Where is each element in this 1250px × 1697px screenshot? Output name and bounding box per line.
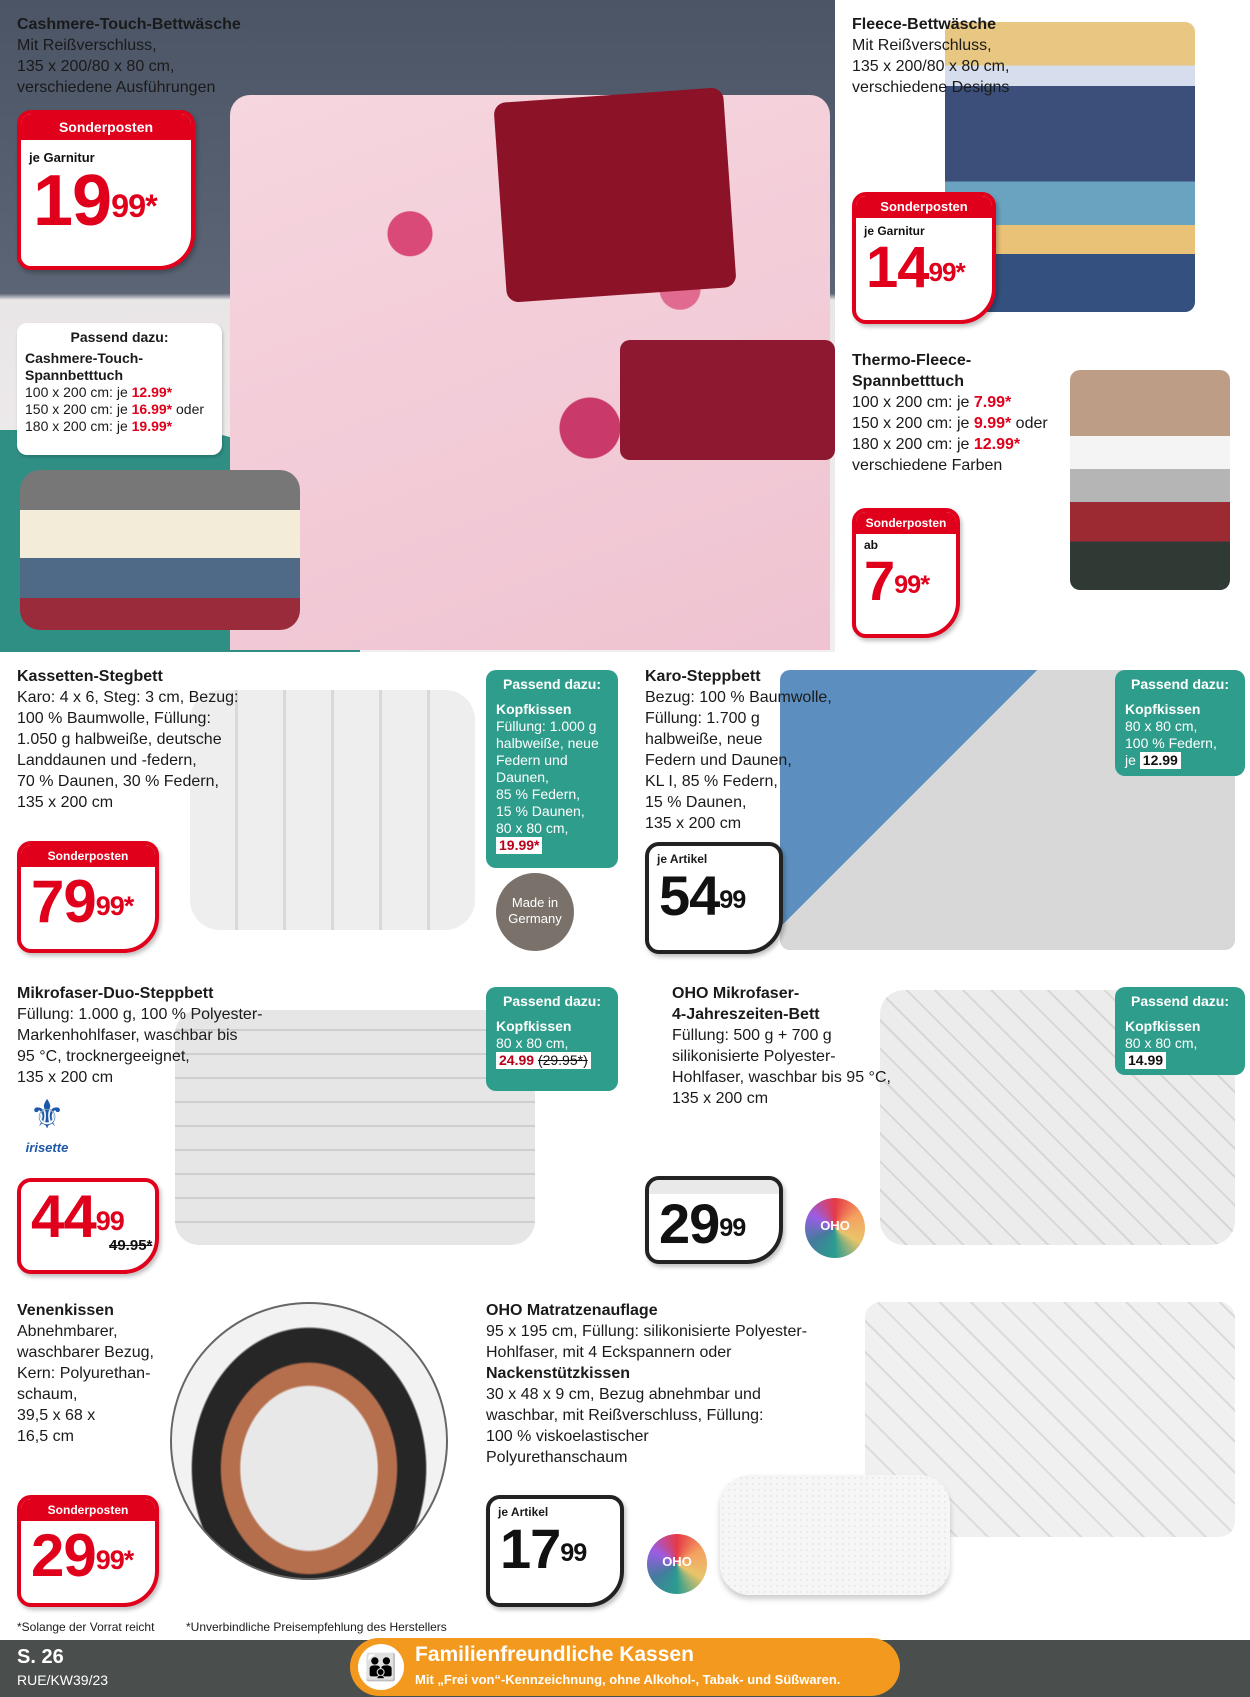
oho-bett-price-badge: $29^{99}$ [645, 1176, 783, 1264]
karo-price-badge: je Artikel $54^{99}$ [645, 842, 783, 954]
karo-desc: Bezug: 100 % Baumwolle, Füllung: 1.700 g halbweiße, neue Federn und Daunen, KL I, 85 % Federn, 15 % Daunen, 135 x 200 cm [645, 689, 832, 832]
venen-price-badge: Sonderposten $29^{99*}$ [17, 1495, 159, 1607]
note-preisempfehlung: *Unverbindliche Preisempfehlung des Herstellers [186, 1620, 447, 1634]
passend-kassetten-box: Passend dazu: Kopfkissen Füllung: 1.000 g halbweiße, neue Federn und Daunen, 85 % Federn, 15 % Daunen, 80 x 80 cm, 19.99* [486, 670, 618, 868]
karo-title: Karo-Steppbett [645, 668, 761, 685]
thermo-price-badge: Sonderposten ab $7^{99*}$ [852, 508, 960, 638]
venen-title: Venenkissen [17, 1302, 114, 1319]
passend-cashmere-box: Passend dazu: Cashmere-Touch- Spannbetttuch 100 x 200 cm: je 12.99* 150 x 200 cm: je 16.99* oder 180 x 200 cm: je 19.99* [17, 323, 222, 455]
fleece-price-badge: Sonderposten je Garnitur $14^{99*}$ [852, 192, 996, 324]
fleece-desc: Mit Reißverschluss, 135 x 200/80 x 80 cm, verschiedene Designs [852, 37, 1010, 96]
note-vorrat: *Solange der Vorrat reicht [17, 1620, 155, 1634]
oho-logo: OHO [805, 1198, 865, 1258]
thermo-desc: 100 x 200 cm: je 7.99* 150 x 200 cm: je 9.99* oder 180 x 200 cm: je 12.99* verschiedene Farben [852, 394, 1048, 474]
thermo-sheets-image [1070, 370, 1230, 590]
kassetten-price-badge: Sonderposten $79^{99*}$ [17, 841, 159, 953]
folded-sheets-image [20, 470, 300, 630]
oho-bett-title: OHO Mikrofaser- 4-Jahreszeiten-Bett [672, 985, 820, 1023]
matratze-desc: 95 x 195 cm, Füllung: silikonisierte Polyester- Hohlfaser, mit 4 Eckspannern oder Nackenstützkissen 30 x 48 x 9 cm, Bezug abnehmbar und waschbar, mit Reißverschluss, Füllung: 100 % viskoelastischer Polyurethanschaum [486, 1323, 808, 1466]
kassetten-title: Kassetten-Stegbett [17, 668, 163, 685]
duo-desc: Füllung: 1.000 g, 100 % Polyester- Markenhohlfaser, waschbar bis 95 °C, trocknergeeignet, 135 x 200 cm [17, 1006, 263, 1086]
duo-title: Mikrofaser-Duo-Steppbett [17, 985, 214, 1002]
matratze-price-badge: je Artikel $17^{99}$ [486, 1495, 624, 1607]
red-blanket-image [620, 340, 835, 460]
family-icon: 👪 [358, 1644, 404, 1690]
red-pillow-image [493, 87, 736, 303]
kassetten-desc: Karo: 4 x 6, Steg: 3 cm, Bezug: 100 % Baumwolle, Füllung: 1.050 g halbweiße, deutsche Landdaunen und -federn, 70 % Daunen, 30 % Federn, 135 x 200 cm [17, 689, 239, 811]
matratze-title: OHO Matratzenauflage [486, 1302, 658, 1319]
oho-logo-matratze: OHO [647, 1534, 707, 1594]
banner-sub: Mit „Frei von“-Kennzeichnung, ohne Alkohol-, Tabak- und Süßwaren. [415, 1672, 841, 1687]
edition-code: RUE/KW39/23 [17, 1672, 109, 1688]
family-checkout-banner [350, 1638, 900, 1696]
oho-bett-desc: Füllung: 500 g + 700 g silikonisierte Polyester- Hohlfaser, waschbar bis 95 °C, 135 x 200 cm [672, 1027, 891, 1107]
passend-oho-box: Passend dazu: Kopfkissen 80 x 80 cm, 14.99 [1115, 987, 1245, 1075]
irisette-logo: ⚜ irisette [25, 1093, 69, 1155]
fleece-title: Fleece-Bettwäsche [852, 16, 997, 33]
thermo-title: Thermo-Fleece- Spannbetttuch [852, 352, 972, 390]
venen-pillow-image [170, 1302, 448, 1580]
cashmere-price-badge: Sonderposten je Garnitur $19^{99*}$ [17, 110, 195, 270]
duo-price-badge: $44^{99}$ 49.95* [17, 1178, 159, 1274]
made-in-germany-seal: Made in Germany [496, 873, 574, 951]
passend-duo-box: Passend dazu: Kopfkissen 80 x 80 cm, 24.99 (29.95*) [486, 987, 618, 1091]
venen-desc: Abnehmbarer, waschbarer Bezug, Kern: Polyurethan- schaum, 39,5 x 68 x 16,5 cm [17, 1323, 154, 1445]
nacken-pillow-image [720, 1475, 950, 1595]
banner-title: Familienfreundliche Kassen [415, 1643, 694, 1666]
cashmere-title: Cashmere-Touch-Bettwäsche [17, 16, 241, 33]
page-number: S. 26 [17, 1646, 64, 1668]
passend-karo-box: Passend dazu: Kopfkissen 80 x 80 cm, 100 % Federn, je 12.99 [1115, 670, 1245, 776]
cashmere-desc: Mit Reißverschluss, 135 x 200/80 x 80 cm, verschiedene Ausführungen [17, 37, 216, 96]
